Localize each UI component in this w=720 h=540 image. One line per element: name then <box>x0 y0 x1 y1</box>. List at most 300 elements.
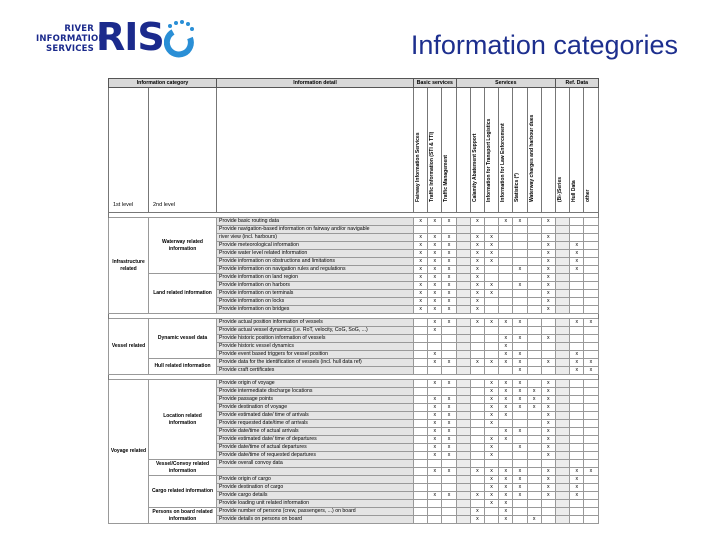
mark-cell <box>456 484 470 492</box>
mark-cell <box>484 428 498 436</box>
column-label: Fairway Information Services <box>415 132 422 202</box>
mark-cell: x <box>470 306 484 314</box>
mark-cell <box>513 508 527 516</box>
subcategory-cell: Dynamic vessel data <box>149 319 217 359</box>
mark-cell <box>584 412 598 420</box>
detail-cell: Provide date/time of actual arrivals <box>217 428 414 436</box>
mark-cell <box>584 266 598 274</box>
mark-cell: x <box>513 396 527 404</box>
column-header-row <box>109 88 599 213</box>
mark-cell: x <box>570 266 584 274</box>
mark-cell <box>527 420 541 428</box>
header-ref-data: Ref. Data <box>555 79 598 88</box>
detail-cell: Provide cargo details <box>217 492 414 500</box>
column-label: Hull Data <box>571 180 578 202</box>
mark-cell <box>584 282 598 290</box>
mark-cell: x <box>527 396 541 404</box>
mark-cell: x <box>541 380 555 388</box>
mark-cell <box>470 476 484 484</box>
mark-cell <box>470 351 484 359</box>
mark-cell <box>541 327 555 335</box>
mark-cell <box>541 367 555 375</box>
mark-cell <box>513 258 527 266</box>
mark-cell: x <box>527 404 541 412</box>
mark-cell: x <box>541 484 555 492</box>
detail-cell: Provide overall convoy data <box>217 460 414 468</box>
mark-cell: x <box>513 388 527 396</box>
mark-cell: x <box>484 444 498 452</box>
mark-cell <box>513 516 527 524</box>
mark-cell: x <box>584 319 598 327</box>
mark-cell: x <box>442 282 456 290</box>
mark-cell <box>470 226 484 234</box>
mark-cell <box>414 367 428 375</box>
mark-cell <box>584 436 598 444</box>
mark-cell <box>555 306 569 314</box>
mark-cell <box>527 444 541 452</box>
mark-cell: x <box>484 500 498 508</box>
mark-cell: x <box>442 218 456 226</box>
mark-cell <box>570 500 584 508</box>
mark-cell <box>442 516 456 524</box>
mark-cell <box>570 327 584 335</box>
mark-cell <box>513 343 527 351</box>
mark-cell <box>484 460 498 468</box>
mark-cell <box>541 319 555 327</box>
detail-cell: Provide passage points <box>217 396 414 404</box>
mark-cell <box>484 266 498 274</box>
mark-cell: x <box>541 492 555 500</box>
detail-cell: Provide date/time of requested departures <box>217 452 414 460</box>
mark-cell: x <box>541 242 555 250</box>
mark-cell: x <box>499 380 513 388</box>
detail-cell: Provide information on navigation rules and regulations <box>217 266 414 274</box>
mark-cell <box>541 508 555 516</box>
mark-cell: x <box>570 359 584 367</box>
mark-cell <box>414 460 428 468</box>
mark-cell <box>513 250 527 258</box>
column-label: Waterway charges and harbour dues <box>528 114 535 202</box>
column-header <box>442 88 456 213</box>
mark-cell <box>570 335 584 343</box>
mark-cell <box>470 396 484 404</box>
mark-cell <box>527 327 541 335</box>
mark-cell <box>555 367 569 375</box>
mark-cell: x <box>570 250 584 258</box>
table-row <box>109 476 599 484</box>
mark-cell: x <box>442 242 456 250</box>
mark-cell <box>456 298 470 306</box>
mark-cell: x <box>414 234 428 242</box>
column-header <box>456 88 470 213</box>
subcategory-cell: Cargo related information <box>149 476 217 508</box>
mark-cell: x <box>428 359 442 367</box>
mark-cell: x <box>513 367 527 375</box>
mark-cell <box>584 444 598 452</box>
mark-cell <box>527 335 541 343</box>
mark-cell <box>456 404 470 412</box>
mark-cell: x <box>513 484 527 492</box>
detail-cell: Provide origin of voyage <box>217 380 414 388</box>
mark-cell <box>555 516 569 524</box>
mark-cell <box>442 500 456 508</box>
mark-cell <box>499 420 513 428</box>
mark-cell: x <box>428 282 442 290</box>
mark-cell <box>456 218 470 226</box>
mark-cell <box>555 266 569 274</box>
mark-cell <box>414 396 428 404</box>
mark-cell: x <box>428 428 442 436</box>
mark-cell <box>584 396 598 404</box>
mark-cell: x <box>428 412 442 420</box>
mark-cell: x <box>484 492 498 500</box>
mark-cell: x <box>428 468 442 476</box>
mark-cell <box>484 343 498 351</box>
subcategory-cell: Land related information <box>149 274 217 314</box>
mark-cell <box>456 492 470 500</box>
mark-cell <box>428 460 442 468</box>
mark-cell <box>555 290 569 298</box>
mark-cell: x <box>442 436 456 444</box>
mark-cell <box>414 319 428 327</box>
column-header <box>484 88 498 213</box>
mark-cell: x <box>541 266 555 274</box>
mark-cell: x <box>541 388 555 396</box>
mark-cell: x <box>499 359 513 367</box>
mark-cell: x <box>570 484 584 492</box>
mark-cell: x <box>541 234 555 242</box>
mark-cell <box>513 290 527 298</box>
mark-cell: x <box>484 282 498 290</box>
mark-cell <box>527 319 541 327</box>
mark-cell <box>570 404 584 412</box>
mark-cell <box>414 500 428 508</box>
mark-cell <box>414 404 428 412</box>
mark-cell: x <box>541 258 555 266</box>
mark-cell: x <box>428 404 442 412</box>
detail-cell: Provide destination of voyage <box>217 404 414 412</box>
detail-cell: Provide information on harbors <box>217 282 414 290</box>
mark-cell <box>555 460 569 468</box>
table-row <box>109 319 599 327</box>
mark-cell <box>456 412 470 420</box>
mark-cell <box>555 234 569 242</box>
mark-cell: x <box>484 420 498 428</box>
mark-cell: x <box>499 404 513 412</box>
mark-cell: x <box>570 319 584 327</box>
mark-cell <box>456 420 470 428</box>
mark-cell: x <box>513 404 527 412</box>
mark-cell <box>555 412 569 420</box>
mark-cell: x <box>541 359 555 367</box>
mark-cell <box>499 250 513 258</box>
mark-cell <box>499 460 513 468</box>
column-header <box>570 88 584 213</box>
mark-cell <box>584 258 598 266</box>
column-header <box>555 88 569 213</box>
mark-cell: x <box>513 282 527 290</box>
mark-cell <box>555 274 569 282</box>
mark-cell <box>513 420 527 428</box>
mark-cell <box>456 516 470 524</box>
mark-cell: x <box>513 380 527 388</box>
mark-cell: x <box>470 282 484 290</box>
detail-cell: Provide estimated date/ time of arrivals <box>217 412 414 420</box>
mark-cell: x <box>541 335 555 343</box>
mark-cell: x <box>442 412 456 420</box>
mark-cell <box>456 258 470 266</box>
mark-cell: x <box>541 306 555 314</box>
mark-cell: x <box>541 436 555 444</box>
mark-cell <box>513 327 527 335</box>
header-basic-services: Basic services <box>414 79 457 88</box>
detail-cell: Provide information on bridges <box>217 306 414 314</box>
mark-cell <box>470 412 484 420</box>
mark-cell <box>414 452 428 460</box>
mark-cell <box>527 508 541 516</box>
mark-cell: x <box>541 444 555 452</box>
mark-cell <box>541 226 555 234</box>
category-cell: Voyage related <box>109 380 149 524</box>
mark-cell <box>470 388 484 396</box>
mark-cell <box>527 436 541 444</box>
detail-cell: Provide destination of cargo <box>217 484 414 492</box>
mark-cell <box>555 242 569 250</box>
mark-cell: x <box>584 367 598 375</box>
mark-cell: x <box>470 359 484 367</box>
mark-cell <box>570 282 584 290</box>
mark-cell <box>584 388 598 396</box>
detail-cell: Provide actual position information of vessels <box>217 319 414 327</box>
mark-cell <box>584 460 598 468</box>
detail-cell: Provide information on obstructions and limitations <box>217 258 414 266</box>
mark-cell <box>570 444 584 452</box>
mark-cell <box>584 306 598 314</box>
mark-cell: x <box>470 234 484 242</box>
mark-cell: x <box>541 404 555 412</box>
mark-cell <box>527 274 541 282</box>
mark-cell <box>541 460 555 468</box>
mark-cell <box>570 218 584 226</box>
mark-cell <box>428 367 442 375</box>
mark-cell: x <box>442 319 456 327</box>
mark-cell <box>456 282 470 290</box>
mark-cell <box>456 327 470 335</box>
mark-cell <box>499 444 513 452</box>
mark-cell <box>414 388 428 396</box>
mark-cell <box>470 436 484 444</box>
mark-cell: x <box>428 492 442 500</box>
mark-cell <box>484 508 498 516</box>
detail-cell: Provide number of persons (crew, passengers, ...) on board <box>217 508 414 516</box>
mark-cell <box>584 351 598 359</box>
mark-cell <box>527 380 541 388</box>
table-row <box>109 380 599 388</box>
mark-cell <box>428 516 442 524</box>
mark-cell <box>584 226 598 234</box>
mark-cell <box>456 468 470 476</box>
detail-cell: Provide actual vessel dynamics (i.e. RoT, velocity, CoG, SoG, ...) <box>217 327 414 335</box>
mark-cell: x <box>484 484 498 492</box>
mark-cell <box>513 274 527 282</box>
mark-cell <box>414 492 428 500</box>
subcategory-cell: Waterway related information <box>149 218 217 274</box>
mark-cell <box>414 327 428 335</box>
mark-cell: x <box>442 274 456 282</box>
mark-cell: x <box>442 234 456 242</box>
mark-cell: x <box>584 359 598 367</box>
mark-cell <box>527 290 541 298</box>
mark-cell <box>513 452 527 460</box>
mark-cell <box>414 484 428 492</box>
mark-cell <box>442 343 456 351</box>
mark-cell: x <box>499 319 513 327</box>
mark-cell: x <box>541 290 555 298</box>
mark-cell <box>428 500 442 508</box>
mark-cell <box>456 452 470 460</box>
detail-cell: Provide information on land region <box>217 274 414 282</box>
mark-cell <box>555 388 569 396</box>
mark-cell <box>428 335 442 343</box>
mark-cell <box>470 335 484 343</box>
mark-cell <box>570 380 584 388</box>
mark-cell <box>555 500 569 508</box>
mark-cell <box>555 351 569 359</box>
mark-cell <box>527 460 541 468</box>
mark-cell <box>414 412 428 420</box>
table-row <box>109 218 599 226</box>
mark-cell: x <box>484 404 498 412</box>
mark-cell <box>584 508 598 516</box>
mark-cell <box>428 484 442 492</box>
mark-cell: x <box>484 476 498 484</box>
mark-cell: x <box>442 298 456 306</box>
mark-cell: x <box>484 359 498 367</box>
mark-cell <box>499 306 513 314</box>
mark-cell <box>470 452 484 460</box>
detail-cell: Provide historic position information of vessels <box>217 335 414 343</box>
mark-cell: x <box>470 290 484 298</box>
mark-cell: x <box>541 218 555 226</box>
header-services: Services <box>456 79 555 88</box>
mark-cell <box>513 436 527 444</box>
mark-cell <box>442 351 456 359</box>
mark-cell <box>414 420 428 428</box>
mark-cell <box>499 258 513 266</box>
mark-cell <box>527 476 541 484</box>
mark-cell: x <box>428 444 442 452</box>
mark-cell: x <box>428 298 442 306</box>
column-label: Calamity Abatement Support <box>471 133 478 202</box>
mark-cell <box>470 367 484 375</box>
mark-cell <box>484 274 498 282</box>
mark-cell: x <box>541 274 555 282</box>
mark-cell <box>428 508 442 516</box>
mark-cell <box>456 306 470 314</box>
mark-cell <box>513 226 527 234</box>
mark-cell <box>555 343 569 351</box>
mark-cell <box>555 452 569 460</box>
subcategory-cell: Vessel/Convoy related information <box>149 460 217 476</box>
subcategory-cell: Hull related information <box>149 359 217 375</box>
mark-cell <box>584 290 598 298</box>
mark-cell <box>456 242 470 250</box>
mark-cell <box>555 468 569 476</box>
mark-cell <box>555 359 569 367</box>
detail-cell: Provide data for the identification of vessels (incl. hull data ref) <box>217 359 414 367</box>
mark-cell <box>428 476 442 484</box>
mark-cell: x <box>499 396 513 404</box>
mark-cell: x <box>442 380 456 388</box>
mark-cell: x <box>499 428 513 436</box>
column-header <box>414 88 428 213</box>
detail-cell: Provide event based triggers for vessel position <box>217 351 414 359</box>
mark-cell: x <box>499 412 513 420</box>
mark-cell <box>456 266 470 274</box>
mark-cell <box>456 396 470 404</box>
detail-cell: Provide navigation-based information on fairway and/or navigable <box>217 226 414 234</box>
mark-cell <box>570 396 584 404</box>
mark-cell: x <box>541 468 555 476</box>
mark-cell: x <box>442 468 456 476</box>
detail-cell: Provide craft certificates <box>217 367 414 375</box>
mark-cell <box>555 327 569 335</box>
mark-cell: x <box>541 420 555 428</box>
mark-cell: x <box>484 250 498 258</box>
mark-cell: x <box>499 351 513 359</box>
mark-cell: x <box>442 492 456 500</box>
mark-cell <box>499 242 513 250</box>
mark-cell: x <box>541 476 555 484</box>
mark-cell <box>584 428 598 436</box>
mark-cell <box>499 266 513 274</box>
detail-cell: Provide water level related information <box>217 250 414 258</box>
mark-cell <box>456 335 470 343</box>
mark-cell: x <box>428 351 442 359</box>
mark-cell: x <box>484 290 498 298</box>
mark-cell <box>584 234 598 242</box>
detail-cell: river view (incl. harbours) <box>217 234 414 242</box>
mark-cell: x <box>499 484 513 492</box>
mark-cell: x <box>484 396 498 404</box>
mark-cell <box>555 484 569 492</box>
mark-cell: x <box>442 290 456 298</box>
mark-cell <box>584 274 598 282</box>
detail-cell: Provide information on locks <box>217 298 414 306</box>
mark-cell: x <box>484 380 498 388</box>
mark-cell: x <box>470 250 484 258</box>
mark-cell: x <box>428 266 442 274</box>
mark-cell: x <box>414 274 428 282</box>
mark-cell: x <box>414 306 428 314</box>
mark-cell: x <box>513 428 527 436</box>
mark-cell <box>414 335 428 343</box>
mark-cell: x <box>428 306 442 314</box>
mark-cell <box>513 298 527 306</box>
mark-cell <box>484 516 498 524</box>
mark-cell <box>484 335 498 343</box>
mark-cell <box>442 508 456 516</box>
mark-cell <box>442 476 456 484</box>
mark-cell <box>570 420 584 428</box>
column-header <box>470 88 484 213</box>
mark-cell <box>570 428 584 436</box>
mark-cell <box>555 396 569 404</box>
mark-cell: x <box>499 516 513 524</box>
mark-cell: x <box>499 468 513 476</box>
mark-cell <box>456 343 470 351</box>
mark-cell <box>456 290 470 298</box>
